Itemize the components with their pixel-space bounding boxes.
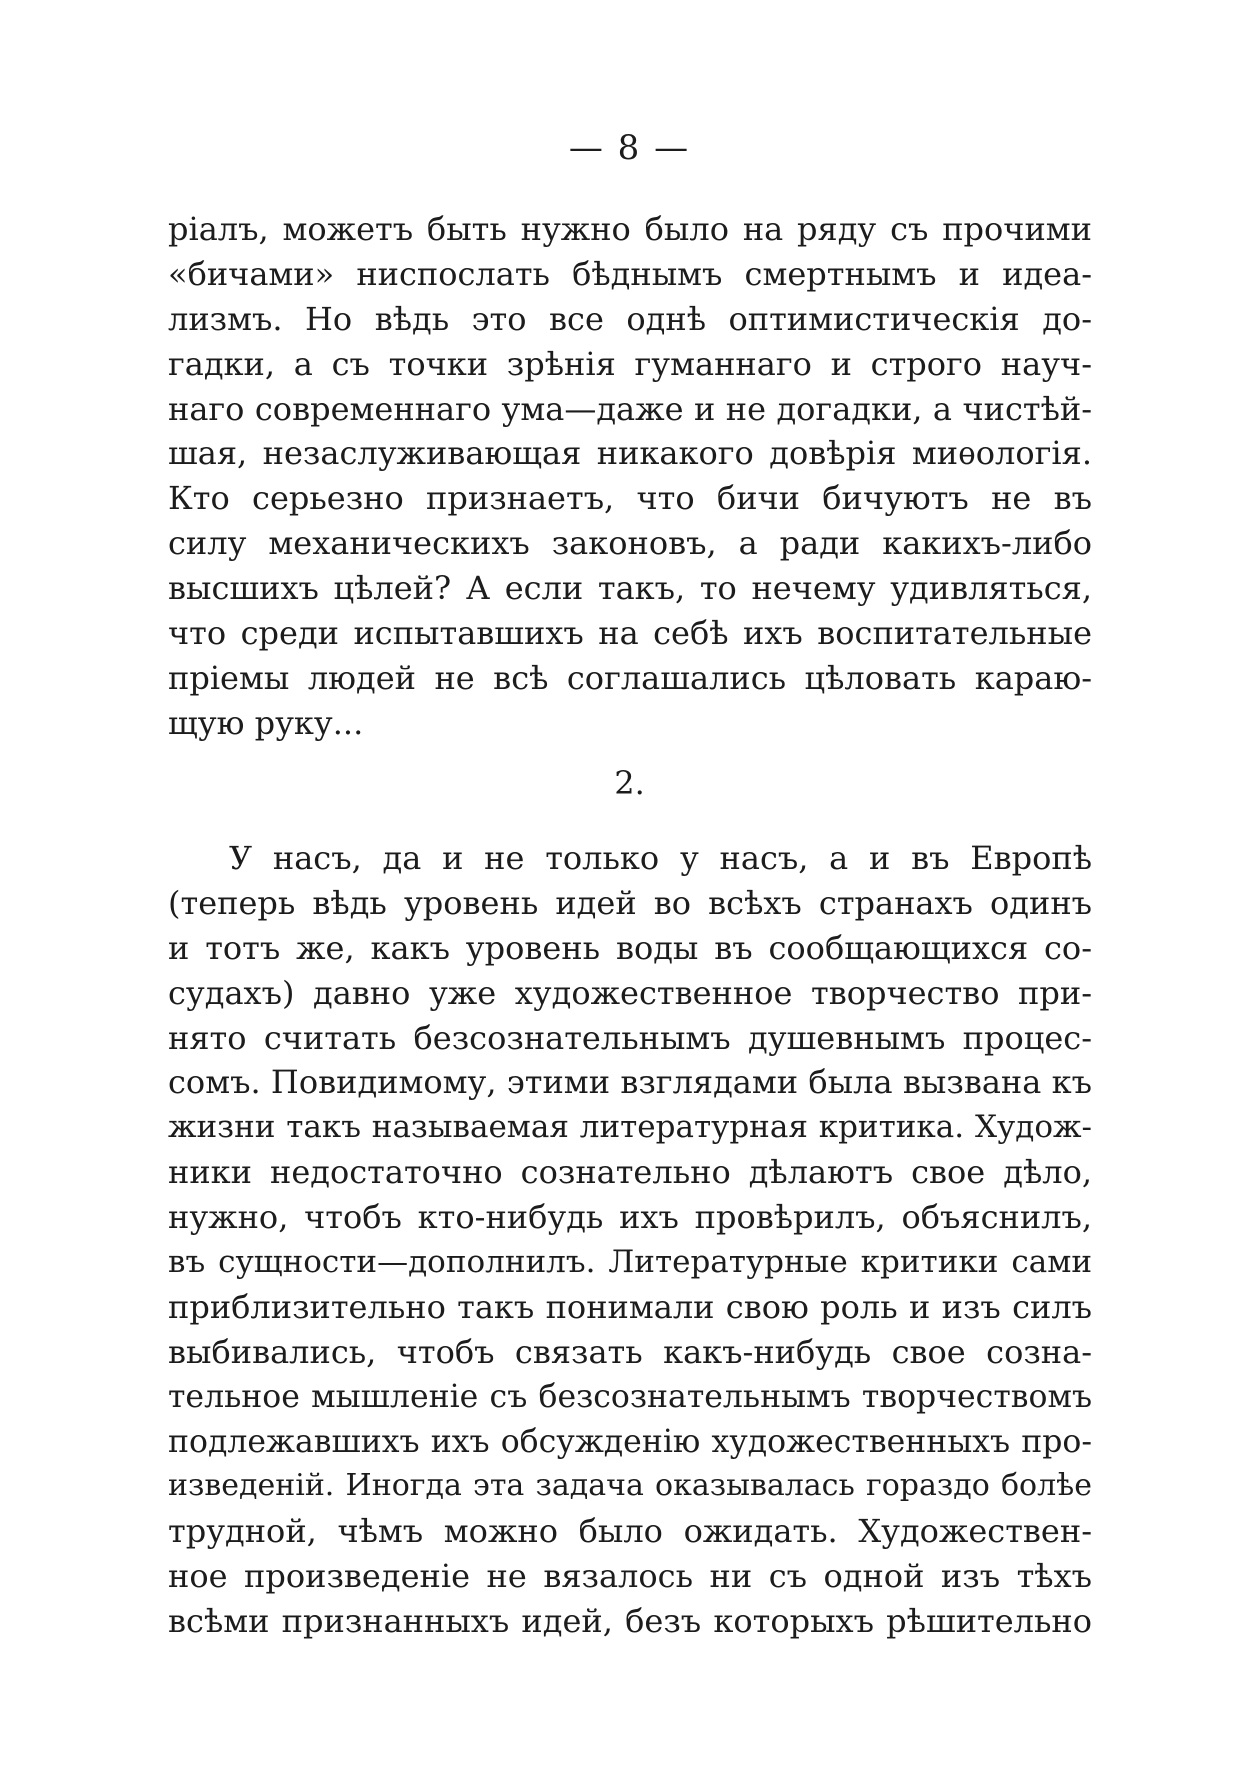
text-line: трудной, чѣмъ можно было ожидать. Художествен- (168, 1512, 1092, 1551)
text-line: нужно, чтобъ кто-нибудь ихъ провѣрилъ, объяснилъ, (168, 1198, 1092, 1237)
text-line: нято считать безсознательнымъ душевнымъ процес- (168, 1018, 1092, 1057)
text-line: ники недостаточно сознательно дѣлаютъ свое дѣло, (168, 1153, 1092, 1192)
text-line: что среди испытавшихъ на себѣ ихъ воспитательные (168, 614, 1092, 653)
text-line: У насъ, да и не только у насъ, а и въ Европѣ (229, 839, 1092, 877)
text-line: приблизительно такъ понимали свою роль и изъ силъ (168, 1287, 1092, 1326)
text-line: «бичами» ниспослать бѣднымъ смертнымъ и идеа- (168, 254, 1092, 293)
text-line: Кто серьезно признаетъ, что бичи бичуютъ не въ (168, 479, 1092, 518)
text-line: ное произведеніе не вязалось ни съ одной изъ тѣхъ (168, 1557, 1092, 1596)
text-line: изведеній. Иногда эта задача оказывалась гораздо болѣе (168, 1468, 1092, 1504)
text-line: выбивались, чтобъ связать какъ-нибудь свое созна- (168, 1332, 1092, 1371)
text-line: высшихъ цѣлей? А если такъ, то нечему удивляться, (168, 569, 1092, 608)
text-line: судахъ) давно уже художественное творчество при- (168, 973, 1092, 1012)
text-line: тельное мышленіе съ безсознательнымъ творчествомъ (168, 1378, 1092, 1415)
text-line: (теперь вѣдь уровень идей во всѣхъ странахъ одинъ (168, 883, 1092, 922)
page-number: — 8 — (568, 128, 691, 168)
text-line: ріалъ, можетъ быть нужно было на ряду съ прочими (168, 210, 1092, 248)
text-line: сомъ. Повидимому, этими взглядами была вызвана къ (168, 1063, 1092, 1102)
paragraph-1 (168, 207, 1092, 746)
text-line: лизмъ. Но вѣдь это все однѣ оптимистическія до- (168, 299, 1092, 338)
text-line: въ сущности—дополнилъ. Литературные критики сами (168, 1244, 1092, 1281)
text-line: гадки, а съ точки зрѣнія гуманнаго и строго науч- (168, 344, 1092, 383)
text-line: подлежавшихъ ихъ обсужденію художественныхъ про- (168, 1423, 1092, 1460)
text-line: шая, незаслуживающая никакого довѣрія миѳологія. (168, 434, 1092, 473)
paragraph-2 (168, 836, 1092, 1644)
text-line: и тотъ же, какъ уровень воды въ сообщающихся со- (168, 928, 1092, 967)
section-number: 2. (614, 764, 645, 802)
text-line: пріемы людей не всѣ соглашались цѣловать караю- (168, 658, 1092, 697)
text-line: жизни такъ называемая литературная критика. Худож- (168, 1109, 1092, 1146)
text-line: наго современнаго ума—даже и не догадки, а чистѣй- (168, 389, 1092, 428)
text-line: всѣми признанныхъ идей, безъ которыхъ рѣшительно (168, 1602, 1092, 1641)
text-line: щую руку... (168, 703, 364, 742)
text-line: силу механическихъ законовъ, а ради какихъ-либо (168, 524, 1092, 563)
